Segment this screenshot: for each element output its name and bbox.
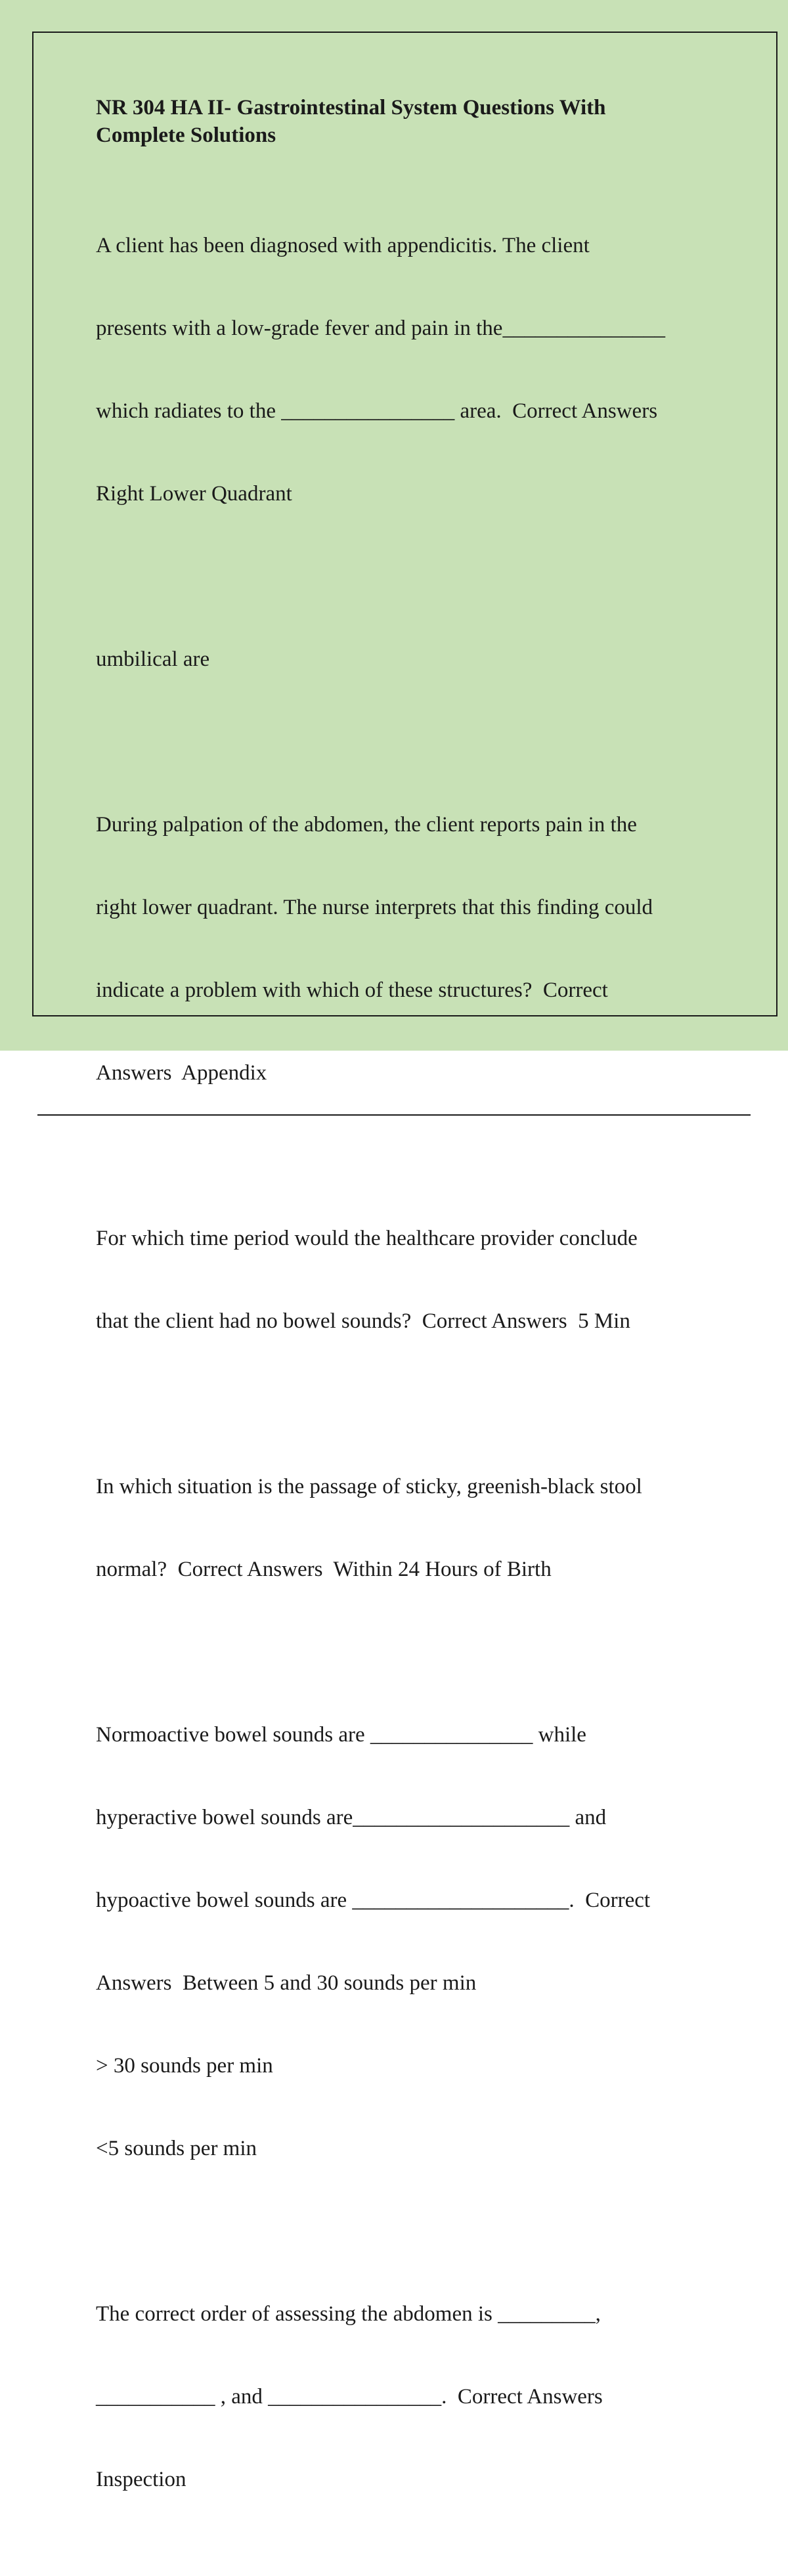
- paragraph-line: <5 sounds per min: [96, 2137, 257, 2160]
- question-assessment-order: [96, 2245, 713, 2548]
- paragraph-line: Inspection: [96, 2468, 186, 2491]
- paragraph-line: In which situation is the passage of sticky, greenish-black stool: [96, 1475, 642, 1498]
- paragraph-line: hyperactive bowel sounds are____________________ and: [96, 1806, 607, 1829]
- question-bowel-sound-rates: [96, 1666, 713, 2217]
- paragraph-line: that the client had no bowel sounds? Correct Answers 5 Min: [96, 1309, 630, 1333]
- paragraph-line: right lower quadrant. The nurse interprets that this finding could: [96, 896, 653, 919]
- paragraph-line: indicate a problem with which of these structures? Correct: [96, 978, 608, 1002]
- document-title: [96, 94, 713, 149]
- paragraph-line: presents with a low-grade fever and pain in the_______________: [96, 317, 665, 340]
- paragraph-line: Answers Appendix: [96, 1061, 267, 1085]
- title-line: NR 304 HA II- Gastrointestinal System Questions With: [96, 96, 606, 120]
- paragraph-line: > 30 sounds per min: [96, 2054, 273, 2078]
- paragraph-line: Normoactive bowel sounds are _______________ while: [96, 1723, 586, 1747]
- paragraph-line: For which time period would the healthcare provider conclude: [96, 1227, 638, 1250]
- question-stool: [96, 1418, 713, 1638]
- paragraph-line: The correct order of assessing the abdomen is _________,: [96, 2302, 601, 2326]
- answer-continuation: [96, 590, 713, 728]
- paragraph-line: umbilical are: [96, 647, 210, 671]
- paragraph-line: Answers Between 5 and 30 sounds per min: [96, 1971, 477, 1995]
- paragraph-line: ___________ , and ________________. Correct Answers: [96, 2385, 603, 2409]
- title-line: Complete Solutions: [96, 123, 276, 147]
- paragraph-line: normal? Correct Answers Within 24 Hours of Birth: [96, 1558, 552, 1581]
- paragraph-line: which radiates to the ________________ area. Correct Answers: [96, 399, 658, 423]
- page-divider: [37, 1114, 751, 1116]
- paragraph-line: During palpation of the abdomen, the client reports pain in the: [96, 813, 637, 837]
- paragraph-line: A client has been diagnosed with appendicitis. The client: [96, 234, 590, 257]
- paragraph-line: Right Lower Quadrant: [96, 482, 292, 506]
- question-bowel-sounds-time: [96, 1169, 713, 1390]
- paragraph-line: hypoactive bowel sounds are ____________________. Correct: [96, 1888, 651, 1912]
- document-body: [96, 94, 713, 2576]
- question-appendicitis: [96, 177, 713, 563]
- question-palpation: [96, 756, 713, 1142]
